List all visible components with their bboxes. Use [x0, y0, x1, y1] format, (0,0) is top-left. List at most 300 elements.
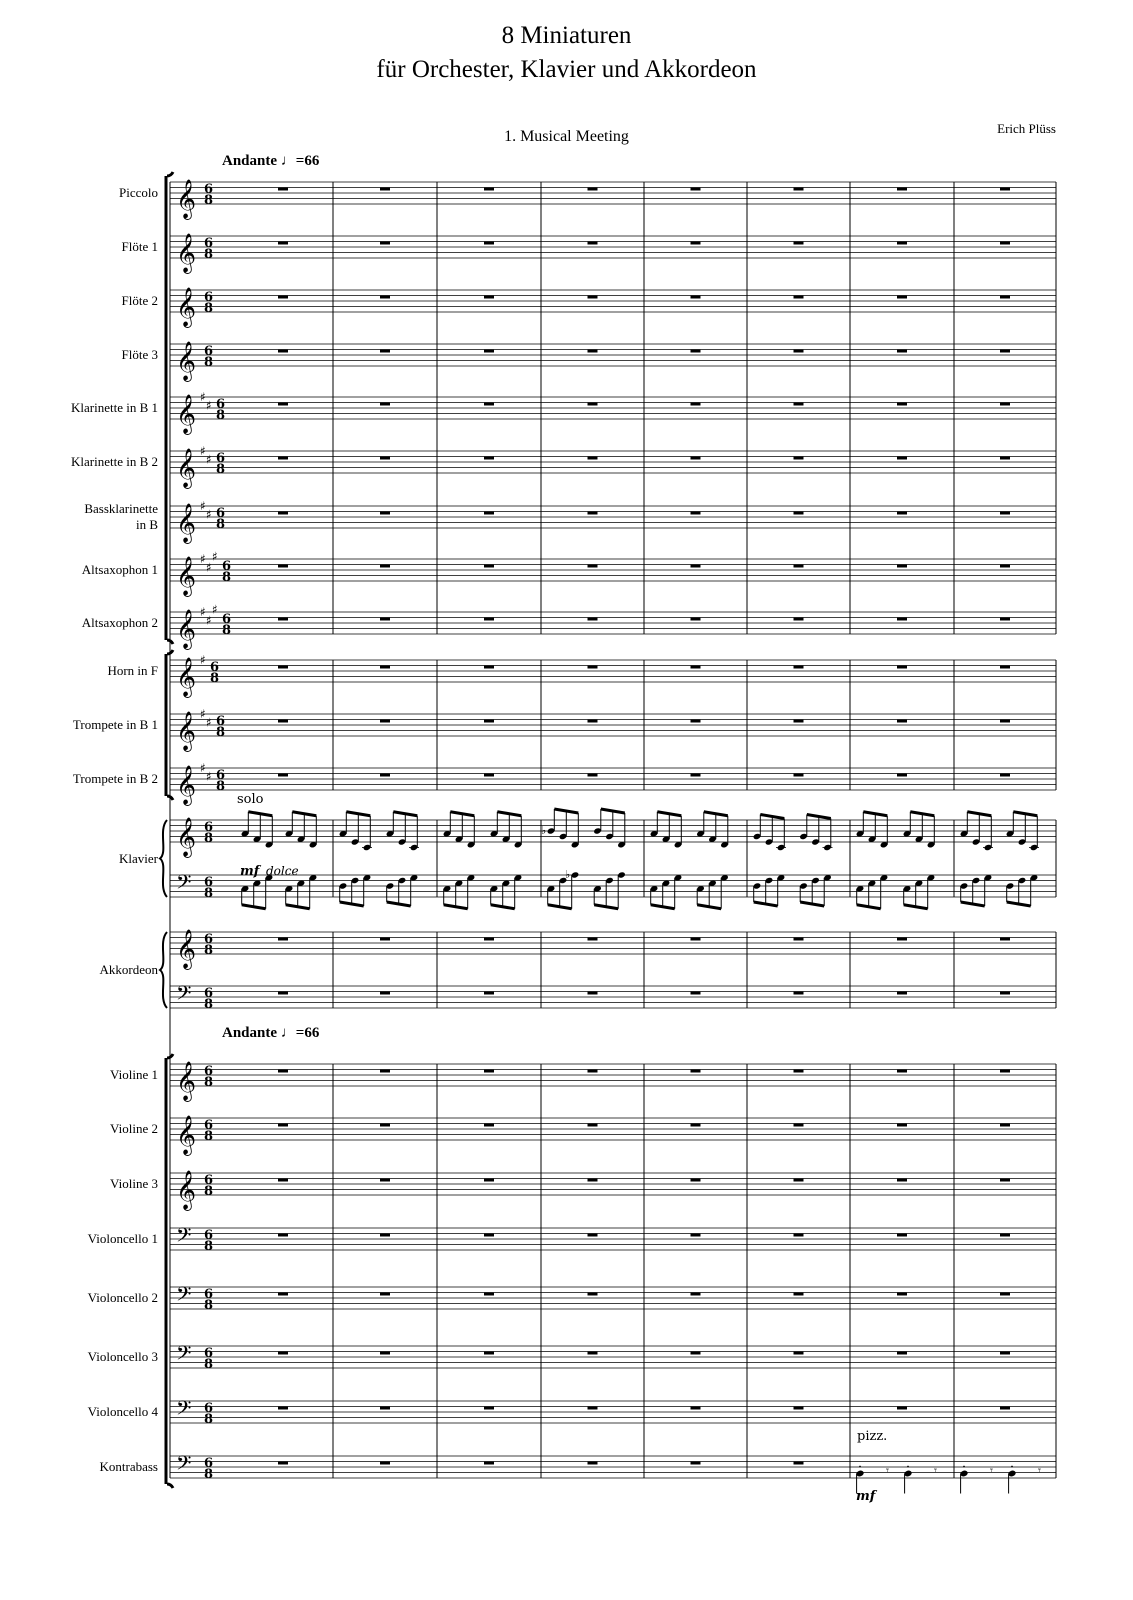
time-signature-numerator: 6 [204, 986, 214, 1001]
treble-clef-icon: 𝄞 [176, 765, 197, 805]
whole-rest [278, 1293, 288, 1296]
solo-marking: solo [237, 792, 264, 807]
whole-rest [380, 1179, 390, 1182]
dynamic-mf: mf [856, 1489, 876, 1504]
whole-rest [1000, 457, 1010, 460]
whole-rest [794, 618, 804, 621]
composer: Erich Plüss [997, 121, 1056, 136]
whole-rest [897, 1179, 907, 1182]
time-signature-denominator: 8 [204, 1075, 214, 1090]
whole-rest [1000, 1179, 1010, 1182]
whole-rest [278, 938, 288, 941]
whole-rest [588, 938, 598, 941]
whole-rest [380, 457, 390, 460]
whole-rest [1000, 1234, 1010, 1237]
whole-rest [588, 403, 598, 406]
treble-clef-icon: 𝄞 [176, 711, 197, 751]
movement-title: 1. Musical Meeting [504, 128, 629, 145]
whole-rest [588, 188, 598, 191]
whole-rest [691, 296, 701, 299]
time-signature-numerator: 6 [204, 1064, 214, 1079]
whole-rest [380, 1070, 390, 1073]
instrument-label: Flöte 1 [121, 239, 158, 254]
whole-rest [588, 1352, 598, 1355]
sharp-icon: ♯ [206, 560, 212, 575]
treble-clef-icon: 𝄞 [176, 448, 197, 488]
time-signature-denominator: 8 [204, 247, 214, 262]
eighth-rest-icon: 𝄾 [1038, 1463, 1041, 1477]
whole-rest [691, 720, 701, 723]
instrument-label: Violine 3 [110, 1176, 158, 1191]
whole-rest [588, 242, 598, 245]
whole-rest [691, 1462, 701, 1465]
whole-rest [484, 992, 494, 995]
whole-rest [794, 992, 804, 995]
whole-rest [794, 1179, 804, 1182]
whole-rest [794, 1070, 804, 1073]
bass-clef-icon: 𝄢 [176, 870, 192, 899]
instrument-label: Horn in F [107, 663, 158, 678]
whole-rest [794, 1462, 804, 1465]
sharp-icon: ♯ [200, 605, 206, 619]
beam [444, 905, 468, 909]
whole-rest [1000, 666, 1010, 669]
whole-rest [1000, 350, 1010, 353]
time-signature-numerator: 6 [204, 182, 214, 197]
instrument-label: Klarinette in B 1 [70, 400, 158, 415]
whole-rest [278, 296, 288, 299]
whole-rest [794, 565, 804, 568]
beam [910, 812, 934, 816]
whole-rest [1000, 296, 1010, 299]
time-signature-numerator: 6 [222, 612, 232, 627]
sharp-icon: ♯ [206, 613, 212, 628]
whole-rest [1000, 1352, 1010, 1355]
whole-rest [484, 457, 494, 460]
beam [601, 809, 625, 813]
beam [497, 812, 521, 816]
whole-rest [380, 512, 390, 515]
whole-rest [278, 188, 288, 191]
time-signature-numerator: 6 [204, 1173, 214, 1188]
whole-rest [380, 188, 390, 191]
score-title: 8 Miniaturen [501, 22, 632, 49]
whole-rest [588, 666, 598, 669]
whole-rest [897, 457, 907, 460]
time-signature-numerator: 6 [204, 1118, 214, 1133]
time-signature-denominator: 8 [204, 1298, 214, 1313]
whole-rest [278, 1070, 288, 1073]
whole-rest [380, 1352, 390, 1355]
whole-rest [1000, 774, 1010, 777]
whole-rest [484, 296, 494, 299]
time-signature-denominator: 8 [204, 355, 214, 370]
whole-rest [897, 938, 907, 941]
sharp-icon: ♯ [206, 398, 212, 413]
treble-clef-icon: 𝄞 [176, 657, 197, 697]
whole-rest [897, 1293, 907, 1296]
whole-rest [588, 350, 598, 353]
whole-rest [691, 618, 701, 621]
time-signature-denominator: 8 [216, 408, 226, 423]
beam [286, 905, 310, 909]
whole-rest [278, 565, 288, 568]
whole-rest [794, 666, 804, 669]
tempo-note: ♩ [280, 153, 296, 169]
whole-rest [588, 1462, 598, 1465]
whole-rest [588, 774, 598, 777]
whole-rest [484, 1179, 494, 1182]
beam [863, 812, 887, 816]
whole-rest [278, 457, 288, 460]
whole-rest [897, 403, 907, 406]
time-signature-numerator: 6 [222, 559, 232, 574]
time-signature-denominator: 8 [216, 725, 226, 740]
time-signature-denominator: 8 [204, 1412, 214, 1427]
time-signature-denominator: 8 [204, 997, 214, 1012]
dynamic-mf: mf [240, 864, 260, 879]
instrument-label: Klavier [119, 850, 158, 866]
tempo-text: Andante [222, 1025, 278, 1041]
instrument-label: Klarinette in B 2 [70, 454, 158, 469]
whole-rest [588, 296, 598, 299]
instrument-label: Bassklarinette in B [84, 501, 158, 532]
whole-rest [278, 992, 288, 995]
whole-rest [278, 350, 288, 353]
whole-rest [380, 618, 390, 621]
whole-rest [278, 403, 288, 406]
whole-rest [588, 512, 598, 515]
whole-rest [484, 565, 494, 568]
whole-rest [897, 720, 907, 723]
beam [697, 905, 721, 909]
whole-rest [380, 992, 390, 995]
whole-rest [588, 1179, 598, 1182]
pizz-marking: pizz. [857, 1429, 888, 1444]
whole-rest [278, 774, 288, 777]
whole-rest [1000, 565, 1010, 568]
whole-rest [1000, 1124, 1010, 1127]
time-signature-numerator: 6 [216, 768, 226, 783]
whole-rest [380, 296, 390, 299]
whole-rest [794, 296, 804, 299]
beam [387, 902, 411, 906]
tempo-value: =66 [295, 1025, 320, 1041]
bass-clef-icon: 𝄢 [176, 1451, 192, 1480]
beam [450, 812, 474, 816]
whole-rest [691, 1234, 701, 1237]
time-signature-denominator: 8 [210, 671, 220, 686]
time-signature-denominator: 8 [222, 623, 232, 638]
whole-rest [380, 774, 390, 777]
beam [393, 812, 417, 816]
whole-rest [380, 242, 390, 245]
whole-rest [380, 1407, 390, 1410]
whole-rest [691, 242, 701, 245]
whole-rest [380, 1293, 390, 1296]
bass-clef-icon: 𝄢 [176, 1341, 192, 1370]
beam [800, 902, 824, 906]
instrument-label: Altsaxophon 2 [81, 615, 158, 630]
beam [657, 812, 681, 816]
brace [160, 932, 167, 1008]
whole-rest [380, 1124, 390, 1127]
whole-rest [380, 938, 390, 941]
beam [1013, 812, 1037, 816]
instrument-label: Trompete in B 2 [72, 771, 158, 786]
beam [967, 812, 991, 816]
bass-clef-icon: 𝄢 [176, 1223, 192, 1252]
instrument-label: Flöte 2 [121, 293, 158, 308]
beam [807, 815, 831, 819]
whole-rest [484, 1234, 494, 1237]
beam [554, 809, 578, 813]
time-signature-numerator: 6 [204, 236, 214, 251]
eighth-rest-icon: 𝄾 [934, 1463, 937, 1477]
whole-rest [484, 938, 494, 941]
whole-rest [484, 1124, 494, 1127]
whole-rest [794, 1124, 804, 1127]
flat-icon: ♭ [565, 868, 571, 881]
whole-rest [794, 774, 804, 777]
whole-rest [897, 774, 907, 777]
treble-clef-icon: 𝄞 [176, 179, 197, 219]
whole-rest [897, 512, 907, 515]
instrument-label: Trompete in B 1 [72, 717, 158, 732]
instrument-label: Altsaxophon 1 [81, 562, 158, 577]
whole-rest [897, 1070, 907, 1073]
whole-rest [794, 1352, 804, 1355]
whole-rest [484, 512, 494, 515]
whole-rest [691, 457, 701, 460]
staccato-dot [907, 1466, 909, 1468]
whole-rest [691, 188, 701, 191]
whole-rest [278, 1462, 288, 1465]
beam [857, 905, 881, 909]
time-signature-denominator: 8 [204, 1357, 214, 1372]
whole-rest [1000, 242, 1010, 245]
sharp-icon: ♯ [200, 761, 206, 775]
whole-rest [278, 1407, 288, 1410]
instrument-label: Violine 1 [110, 1067, 158, 1082]
whole-rest [380, 350, 390, 353]
whole-rest [484, 1462, 494, 1465]
whole-rest [278, 1352, 288, 1355]
time-signature-denominator: 8 [204, 1184, 214, 1199]
sharp-icon: ♯ [206, 507, 212, 522]
treble-clef-icon: 𝄞 [176, 394, 197, 434]
whole-rest [484, 666, 494, 669]
sharp-icon: ♯ [206, 452, 212, 467]
tempo-note: ♩ [280, 1025, 296, 1041]
beam [904, 905, 928, 909]
instrument-label: Violoncello 1 [87, 1231, 158, 1246]
whole-rest [1000, 992, 1010, 995]
whole-rest [278, 1234, 288, 1237]
beam [248, 812, 272, 816]
sharp-icon: ♯ [200, 653, 206, 667]
whole-rest [691, 403, 701, 406]
sharp-icon: ♯ [212, 602, 218, 617]
whole-rest [380, 1462, 390, 1465]
whole-rest [1000, 1293, 1010, 1296]
instrument-label: Piccolo [119, 185, 158, 200]
whole-rest [588, 1293, 598, 1296]
beam [340, 902, 364, 906]
whole-rest [380, 720, 390, 723]
whole-rest [691, 565, 701, 568]
time-signature-denominator: 8 [204, 943, 214, 958]
whole-rest [691, 512, 701, 515]
bass-clef-icon: 𝄢 [176, 981, 192, 1010]
whole-rest [794, 188, 804, 191]
whole-rest [588, 565, 598, 568]
treble-clef-icon: 𝄞 [176, 287, 197, 327]
whole-rest [484, 1352, 494, 1355]
staccato-dot [859, 1466, 861, 1468]
treble-clef-icon: 𝄞 [176, 1170, 197, 1210]
staccato-dot [963, 1466, 965, 1468]
tempo-text: Andante [222, 153, 278, 169]
whole-rest [484, 1293, 494, 1296]
whole-rest [691, 1124, 701, 1127]
time-signature-denominator: 8 [204, 1467, 214, 1482]
treble-clef-icon: 𝄞 [176, 1115, 197, 1155]
whole-rest [794, 1293, 804, 1296]
whole-rest [794, 512, 804, 515]
sharp-icon: ♯ [200, 390, 206, 404]
whole-rest [897, 565, 907, 568]
beam [242, 905, 266, 909]
whole-rest [1000, 1407, 1010, 1410]
whole-rest [897, 992, 907, 995]
whole-rest [1000, 512, 1010, 515]
whole-rest [691, 350, 701, 353]
whole-rest [380, 666, 390, 669]
time-signature-denominator: 8 [216, 779, 226, 794]
whole-rest [691, 1407, 701, 1410]
whole-rest [897, 1124, 907, 1127]
time-signature-denominator: 8 [204, 1129, 214, 1144]
score-subtitle: für Orchester, Klavier und Akkordeon [376, 56, 757, 83]
sharp-icon: ♯ [200, 444, 206, 458]
sharp-icon: ♯ [200, 499, 206, 513]
time-signature-denominator: 8 [216, 517, 226, 532]
whole-rest [1000, 403, 1010, 406]
whole-rest [484, 774, 494, 777]
beam [754, 902, 778, 906]
treble-clef-icon: 𝄞 [176, 503, 197, 543]
whole-rest [691, 774, 701, 777]
time-signature-denominator: 8 [222, 570, 232, 585]
whole-rest [691, 1352, 701, 1355]
sharp-icon: ♯ [200, 552, 206, 566]
time-signature-numerator: 6 [204, 932, 214, 947]
whole-rest [794, 1234, 804, 1237]
staccato-dot [1011, 1466, 1013, 1468]
whole-rest [380, 565, 390, 568]
whole-rest [691, 666, 701, 669]
time-signature-numerator: 6 [204, 875, 214, 890]
time-signature-denominator: 8 [204, 1239, 214, 1254]
whole-rest [380, 403, 390, 406]
time-signature-denominator: 8 [204, 831, 214, 846]
treble-clef-icon: 𝄞 [176, 341, 197, 381]
instrument-label: Violoncello 2 [87, 1290, 158, 1305]
beam [594, 905, 618, 909]
flat-icon: ♭ [541, 824, 547, 837]
whole-rest [897, 350, 907, 353]
time-signature-numerator: 6 [204, 1228, 214, 1243]
whole-rest [794, 1407, 804, 1410]
whole-rest [691, 1179, 701, 1182]
beam [346, 812, 370, 816]
time-signature-denominator: 8 [204, 193, 214, 208]
whole-rest [1000, 188, 1010, 191]
treble-clef-icon: 𝄞 [176, 233, 197, 273]
beam [961, 902, 985, 906]
whole-rest [278, 512, 288, 515]
whole-rest [897, 296, 907, 299]
tempo-value: =66 [295, 153, 320, 169]
beam [760, 815, 784, 819]
whole-rest [278, 1124, 288, 1127]
whole-rest [588, 1070, 598, 1073]
whole-rest [588, 457, 598, 460]
whole-rest [484, 618, 494, 621]
whole-rest [588, 618, 598, 621]
bass-clef-icon: 𝄢 [176, 1396, 192, 1425]
time-signature-numerator: 6 [210, 660, 220, 675]
beam [1007, 902, 1031, 906]
whole-rest [278, 666, 288, 669]
brace [160, 820, 167, 897]
sharp-icon: ♯ [212, 549, 218, 564]
time-signature-denominator: 8 [204, 301, 214, 316]
whole-rest [588, 1234, 598, 1237]
whole-rest [897, 618, 907, 621]
beam [491, 905, 515, 909]
instrument-label: Violine 2 [110, 1121, 158, 1136]
whole-rest [897, 242, 907, 245]
treble-clef-icon: 𝄞 [176, 609, 197, 649]
sharp-icon: ♯ [200, 707, 206, 721]
bass-clef-icon: 𝄢 [176, 1282, 192, 1311]
whole-rest [278, 618, 288, 621]
time-signature-numerator: 6 [216, 506, 226, 521]
treble-clef-icon: 𝄞 [176, 556, 197, 596]
whole-rest [794, 938, 804, 941]
whole-rest [484, 1407, 494, 1410]
whole-rest [691, 992, 701, 995]
sharp-icon: ♯ [206, 715, 212, 730]
time-signature-numerator: 6 [216, 714, 226, 729]
whole-rest [484, 1070, 494, 1073]
time-signature-numerator: 6 [204, 344, 214, 359]
whole-rest [691, 938, 701, 941]
eighth-rest-icon: 𝄾 [886, 1463, 889, 1477]
time-signature-numerator: 6 [216, 397, 226, 412]
beam [548, 905, 572, 909]
whole-rest [794, 350, 804, 353]
eighth-rest-icon: 𝄾 [990, 1463, 993, 1477]
whole-rest [1000, 1070, 1010, 1073]
whole-rest [794, 403, 804, 406]
whole-rest [278, 1179, 288, 1182]
whole-rest [484, 403, 494, 406]
whole-rest [897, 1352, 907, 1355]
whole-rest [794, 457, 804, 460]
